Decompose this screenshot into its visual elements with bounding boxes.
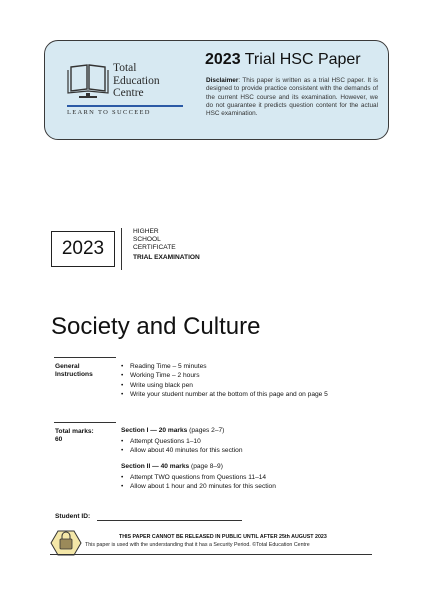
section-rule <box>54 357 116 358</box>
logo-word: Total <box>113 62 137 74</box>
instruction-item: • Write using black pen <box>121 381 336 390</box>
instruction-item: • Write your student number at the bottom of this page and on page 5 <box>121 390 336 399</box>
header-box <box>44 40 389 140</box>
sections-list <box>121 426 351 492</box>
year-box: 2023 <box>51 231 115 267</box>
general-instructions-label <box>55 363 93 380</box>
certificate-line: SCHOOL <box>133 236 161 244</box>
section-2-heading <box>121 462 351 472</box>
logo-word: Education <box>113 74 160 87</box>
logo-rule <box>67 105 183 107</box>
trial-examination-label: TRIAL EXAMINATION <box>133 253 200 261</box>
footer-rule <box>50 554 372 555</box>
total-education-centre-logo <box>67 61 187 123</box>
section-2-item: • Allow about 1 hour and 20 minutes for this section <box>121 482 351 491</box>
paper-title-year: 2023 <box>205 51 241 68</box>
security-note: This paper is used with the understanding that it has a Security Period. ©Total Education Centre <box>85 542 310 548</box>
book-monitor-icon <box>67 63 111 99</box>
total-marks-label <box>55 428 94 445</box>
section-rule <box>54 422 116 423</box>
section-1-heading <box>121 426 351 436</box>
certificate-line: CERTIFICATE <box>133 244 176 252</box>
disclaimer-text: : This paper is written as a trial HSC paper. It is designed to provide practice consistent with the demands of the current HSC course and its examination. However, we do not guarantee it predicts question content for the actual HSC examination. <box>206 77 378 118</box>
security-seal-icon <box>50 530 82 556</box>
paper-title <box>205 51 361 69</box>
logo-word: Centre <box>113 87 144 99</box>
section-1-item: • Allow about 40 minutes for this section <box>121 446 351 455</box>
section-2-pages: (page 8–9) <box>189 462 223 470</box>
section-1-title: Section I — 20 marks <box>121 427 188 434</box>
logo-wordmark <box>113 62 160 100</box>
disclaimer <box>206 77 378 118</box>
total-marks-text: Total marks: <box>55 428 94 435</box>
subject-title: Society and Culture <box>51 313 261 340</box>
certificate-line: HIGHER <box>133 228 159 235</box>
instruction-item: • Working Time – 2 hours <box>121 371 336 380</box>
student-id-field[interactable] <box>97 520 242 521</box>
total-marks-value: 60 <box>55 436 63 444</box>
section-1-item: • Attempt Questions 1–10 <box>121 437 351 446</box>
instruction-item: • Reading Time – 5 minutes <box>121 362 336 371</box>
certificate-divider <box>121 228 122 270</box>
logo-tagline: LEARN TO SUCCEED <box>67 109 151 116</box>
disclaimer-label: Disclaimer <box>206 77 239 84</box>
section-1-pages: (pages 2–7) <box>187 427 225 434</box>
paper-title-text: Trial HSC Paper <box>244 51 361 68</box>
section-2-item: • Attempt TWO questions from Questions 11–14 <box>121 473 351 482</box>
student-id-label: Student ID: <box>55 513 91 520</box>
label-line: Instructions <box>55 371 93 379</box>
release-warning: THIS PAPER CANNOT BE RELEASED IN PUBLIC UNTIL AFTER 25th AUGUST 2023 <box>119 534 327 540</box>
general-instructions-list <box>121 362 336 400</box>
certificate-text <box>133 228 200 262</box>
section-2-title: Section II — 40 marks <box>121 462 190 470</box>
label-line: General <box>55 363 80 370</box>
